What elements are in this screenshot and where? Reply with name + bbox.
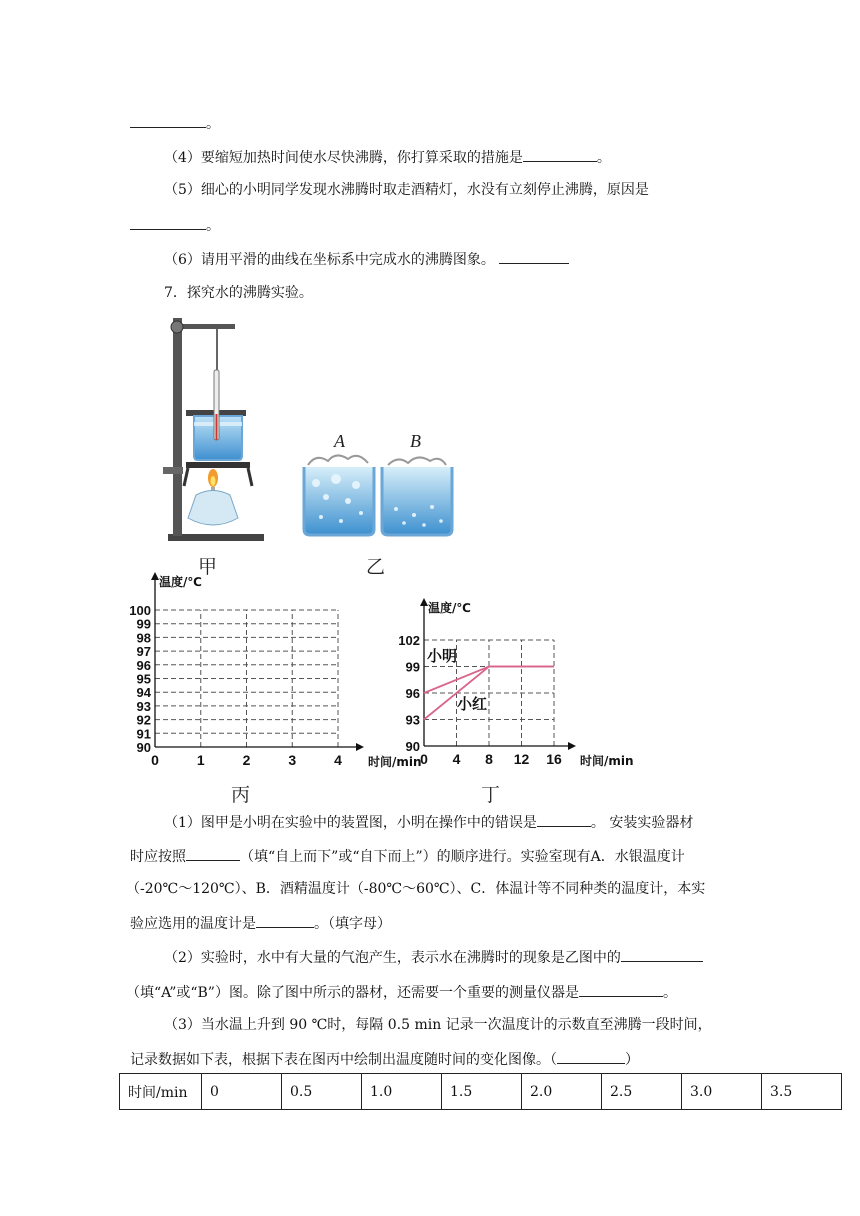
alcohol-lamp: [188, 491, 238, 526]
part-2-line-2: （填“A”或“B”）图。除了图中所示的器材，还需要一个重要的测量仪器是 。: [126, 981, 677, 1003]
table-cell[interactable]: 2.0: [522, 1074, 602, 1110]
y-tick-label: 92: [136, 712, 151, 728]
beaker-a-label: A: [334, 431, 345, 451]
x-tick-label: 3: [288, 752, 297, 768]
x-tick-label: 2: [242, 752, 251, 768]
y-tick-label: 90: [136, 740, 151, 755]
table-cell[interactable]: 3.0: [682, 1074, 762, 1110]
apparatus-figure: [150, 310, 270, 542]
part-1-line-1: （1）图甲是小明在实验中的装置图，小明在操作中的错误是 。 安装实验器材: [164, 811, 693, 833]
answer-blank[interactable]: [499, 248, 569, 264]
x-tick-label: 8: [485, 751, 493, 767]
x-tick-label: 1: [196, 752, 205, 768]
blank-line-a: 。: [130, 112, 220, 134]
y-tick-label: 97: [136, 644, 151, 660]
y-tick-label: 95: [136, 671, 151, 687]
data-table: [119, 1073, 842, 1110]
figure-label-jia: 甲: [198, 556, 218, 578]
x-tick-label: 0: [151, 752, 159, 768]
y-tick-label: 90: [405, 739, 420, 754]
answer-blank[interactable]: [557, 1048, 625, 1064]
y-axis-label: 温度/℃: [428, 601, 471, 615]
question-4: （4）要缩短加热时间使水尽快沸腾，你打算采取的措施是 。: [164, 146, 611, 168]
part-2-line-1: （2）实验时，水中有大量的气泡产生，表示水在沸腾时的现象是乙图中的: [164, 946, 703, 968]
ring-clamp: [163, 467, 183, 474]
question-7-title: 7．探究水的沸腾实验。: [164, 285, 313, 301]
y-axis-arrow: [151, 572, 159, 580]
y-tick-label: 102: [398, 633, 420, 648]
y-tick-label: 91: [136, 726, 151, 742]
beakers-figure: [296, 425, 461, 540]
table-row: [120, 1074, 842, 1110]
x-tick-label: 4: [334, 752, 342, 768]
beaker-b-label: B: [410, 431, 421, 451]
x-axis-arrow: [568, 742, 576, 750]
y-tick-label: 96: [405, 686, 420, 701]
clamp-knob: [171, 321, 183, 333]
y-axis-arrow: [420, 598, 428, 606]
x-tick-label: 0: [420, 751, 428, 767]
figure-label-yi: 乙: [366, 556, 386, 578]
answer-blank[interactable]: [186, 845, 240, 861]
y-tick-label: 93: [405, 712, 420, 728]
figure-label-ding: 丁: [481, 784, 501, 806]
table-cell[interactable]: 1.0: [362, 1074, 442, 1110]
part-1-line-3: （-20℃～120℃）、B．酒精温度计（-80℃～60℃）、C．体温计等不同种类的温度计，本实: [126, 881, 706, 897]
y-tick-label: 96: [136, 657, 151, 673]
stand-rod: [173, 318, 182, 536]
table-cell[interactable]: 1.5: [442, 1074, 522, 1110]
part-3-line-1: （3）当水温上升到 90 ℃时，每隔 0.5 min 记录一次温度计的示数直至沸腾一段时间，: [164, 1017, 712, 1033]
x-tick-label: 4: [452, 751, 461, 767]
x-axis-label: 时间/min: [580, 754, 634, 768]
table-cell[interactable]: 0.5: [282, 1074, 362, 1110]
chart-ding: [395, 596, 645, 776]
wire-gauze: [186, 462, 250, 468]
part-1-line-2: 时应按照 （填“自上而下”或“自下而上”）的顺序进行。实验室现有A．水银温度计: [130, 845, 685, 867]
y-axis-label: 温度/℃: [159, 575, 202, 589]
series-label: 小明: [427, 647, 458, 665]
y-tick-label: 100: [129, 603, 151, 618]
x-axis-label: 时间/min: [368, 755, 422, 769]
answer-blank[interactable]: [130, 112, 206, 128]
y-tick-label: 99: [405, 659, 420, 675]
x-tick-label: 16: [546, 751, 562, 767]
part-1-line-4: 验应选用的温度计是 。（填字母）: [130, 912, 391, 934]
part-3-line-2: 记录数据如下表，根据下表在图丙中绘制出温度随时间的变化图像。（ ）: [130, 1048, 639, 1070]
blank-line-b: 。: [130, 214, 220, 236]
answer-blank[interactable]: [621, 946, 703, 962]
question-5: （5）细心的小明同学发现水沸腾时取走酒精灯，水没有立刻停止沸腾，原因是: [164, 182, 649, 198]
series-label: 小红: [457, 695, 488, 713]
answer-blank[interactable]: [130, 214, 206, 230]
table-cell[interactable]: 0: [202, 1074, 282, 1110]
y-tick-label: 99: [136, 616, 151, 632]
answer-blank[interactable]: [523, 146, 597, 162]
x-axis-arrow: [356, 743, 364, 751]
y-tick-label: 94: [136, 685, 151, 701]
stand-base: [168, 534, 264, 541]
y-tick-label: 93: [136, 698, 151, 714]
question-6: （6）请用平滑的曲线在坐标系中完成水的沸腾图象。: [164, 248, 569, 270]
beaker-a: [304, 455, 374, 535]
answer-blank[interactable]: [256, 912, 314, 928]
table-cell[interactable]: 3.5: [762, 1074, 842, 1110]
y-tick-label: 98: [136, 630, 151, 646]
figure-label-bing: 丙: [231, 784, 251, 806]
answer-blank[interactable]: [579, 981, 663, 997]
table-header-cell: 时间/min: [120, 1074, 202, 1110]
answer-blank[interactable]: [537, 811, 591, 827]
x-tick-label: 12: [513, 751, 530, 767]
beaker-b: [382, 457, 452, 535]
table-cell[interactable]: 2.5: [602, 1074, 682, 1110]
clamp-arm: [177, 324, 235, 329]
